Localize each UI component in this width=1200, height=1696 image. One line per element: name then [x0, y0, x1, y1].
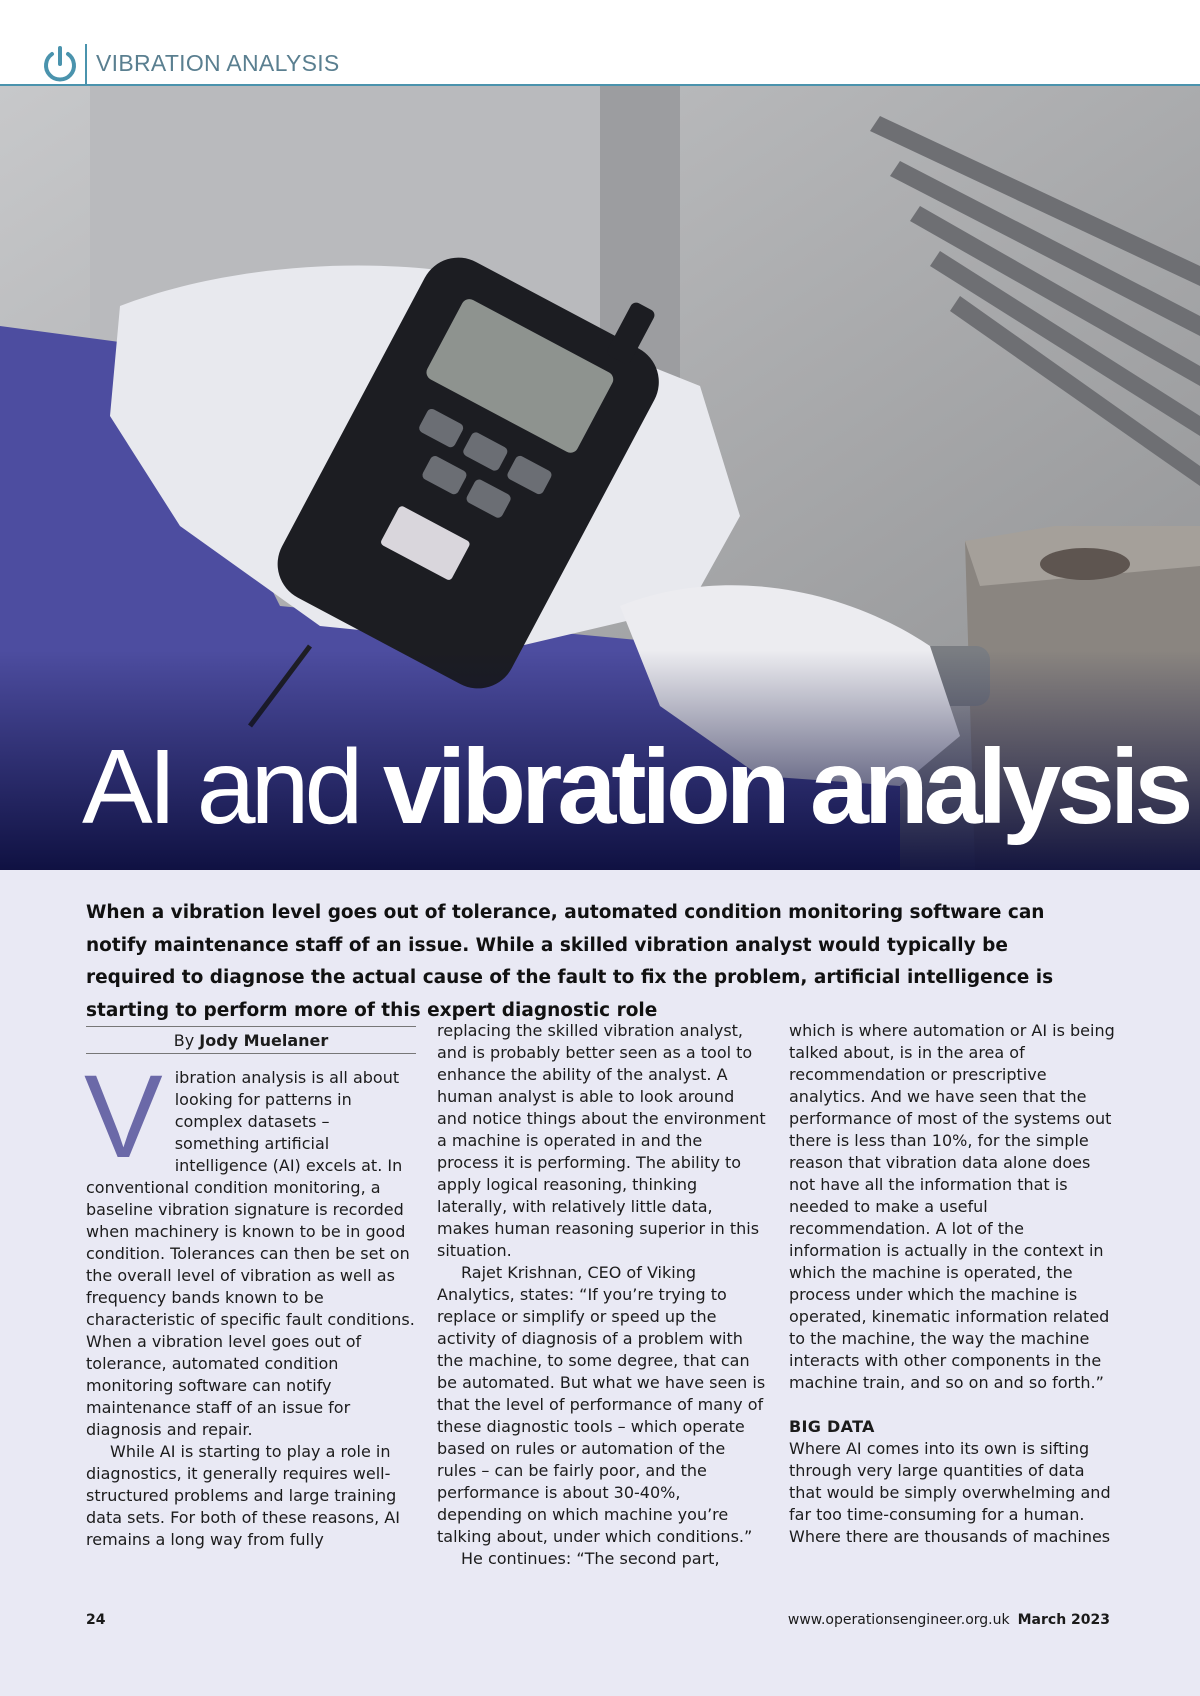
byline-prefix: By — [173, 1031, 195, 1050]
subheading: BIG DATA — [789, 1417, 875, 1436]
paragraph: replacing the skilled vibration analyst, and is probably better seen as a tool to enhance the ability of the analyst. A human analyst is able to look around and notice things about the environment a machine is operated in and the process it is performing. The ability to apply logical reasoning, thinking laterally, with relatively little data, makes human reasoning superior in this situation. — [437, 1021, 766, 1260]
power-icon — [42, 44, 78, 84]
hero-image — [0, 86, 1200, 870]
paragraph: He continues: “The second part, — [461, 1549, 720, 1568]
paragraph: Rajet Krishnan, CEO of Viking Analytics, states: “If you’re trying to replace or simplify or speed up the activity of diagnosis of a problem with the machine, to some degree, that can be automated. But what we have seen is that the level of performance of many of these diagnostic tools – which operate based on rules or automation of the rules – can be fairly poor, and the performance is about 30-40%, depending on which machine you’re talking about, under which conditions.” — [437, 1263, 766, 1546]
paragraph: While AI is starting to play a role in diagnostics, it generally requires well-structured problems and large training data sets. For both of these reasons, AI remains a long way from fully — [86, 1442, 400, 1549]
paragraph: Where AI comes into its own is sifting through very large quantities of data that would be simply overwhelming and far too time-consuming for a human. Where there are thousands of machines — [789, 1439, 1111, 1546]
paragraph: which is where automation or AI is being talked about, is in the area of recommendation or prescriptive analytics. And we have seen that the performance of most of the systems out there is less than 10%, for the simple reason that vibration data alone does not have all the information that is needed to make a useful recommendation. A lot of the information is actually in the context in which the machine is operated, the process under which the machine is operated, kinematic information related to the machine, the way the machine interacts with other components in the machine train, and so on and so forth.” — [789, 1021, 1115, 1392]
section-label: VIBRATION ANALYSIS — [96, 50, 340, 76]
page-number: 24 — [86, 1612, 106, 1628]
article-title — [82, 728, 1189, 846]
byline — [86, 1026, 416, 1054]
spacer — [789, 1394, 1119, 1416]
section-header — [0, 0, 1200, 86]
footer-date: March 2023 — [1017, 1612, 1110, 1628]
title-bold: vibration analysis — [382, 728, 1189, 846]
article-column-3 — [789, 1020, 1119, 1548]
drop-cap: V — [84, 1051, 163, 1183]
footer-url[interactable]: www.operationsengineer.org.uk — [787, 1612, 1010, 1628]
article-column-2 — [437, 1020, 767, 1570]
article-column-1 — [86, 1020, 416, 1551]
byline-author: Jody Muelaner — [199, 1031, 329, 1050]
title-light: AI and — [82, 728, 359, 846]
footer-info — [788, 1612, 1110, 1628]
header-divider — [85, 44, 87, 84]
paragraph: ibration analysis is all about looking for patterns in complex datasets – something artificial intelligence (AI) excels at. In conventional condition monitoring, a baseline vibration signature is recorded when machinery is known to be in good condition. Tolerances can then be set on the overall level of vibration as well as frequency bands known to be characteristic of specific fault conditions. When a vibration level goes out of tolerance, automated condition monitoring software can notify maintenance staff of an issue for diagnosis and repair. — [86, 1068, 415, 1439]
standfirst: When a vibration level goes out of tolerance, automated condition monitoring software can notify maintenance staff of an issue. While a skilled vibration analyst would typically be required to diagnose the actual cause of the fault to fix the problem, artificial intelligence is starting to perform more of this expert diagnostic role — [86, 902, 1054, 1021]
